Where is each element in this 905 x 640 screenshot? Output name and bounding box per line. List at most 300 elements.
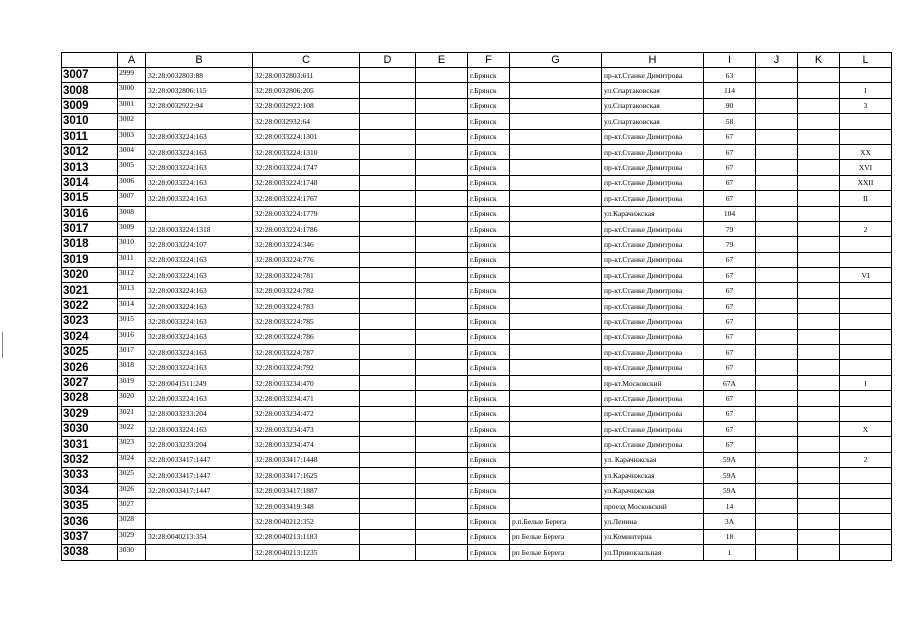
cell-d	[360, 114, 416, 129]
cell-g: рп Белые Берега	[510, 529, 602, 544]
cell-j	[756, 498, 798, 513]
cell-k	[798, 191, 840, 206]
cell-f: г.Брянск	[468, 206, 510, 221]
cell-f: г.Брянск	[468, 237, 510, 252]
cell-h: ул.Привокзальная	[602, 545, 704, 560]
row-number: 3025	[62, 345, 118, 360]
cell-a: 3024	[118, 452, 146, 467]
cell-i: 67	[704, 268, 756, 283]
cell-a: 3030	[118, 545, 146, 560]
cell-b: 32:28:0033224:163	[146, 283, 253, 298]
cell-f: г.Брянск	[468, 268, 510, 283]
cell-h: ул.Спартаковская	[602, 83, 704, 98]
table-row	[62, 314, 892, 329]
cell-f: г.Брянск	[468, 391, 510, 406]
cell-k	[798, 298, 840, 313]
cell-c: 32:28:0033417:1448	[253, 452, 360, 467]
cell-l	[840, 114, 892, 129]
cell-g	[510, 160, 602, 175]
table-row	[62, 375, 892, 390]
cell-i: 58	[704, 114, 756, 129]
cell-k	[798, 437, 840, 452]
cell-f: г.Брянск	[468, 498, 510, 513]
cell-f: г.Брянск	[468, 98, 510, 113]
cell-e	[416, 144, 468, 159]
cell-g: рп Белые Берега	[510, 545, 602, 560]
cell-l	[840, 529, 892, 544]
cell-b: 32:28:0033224:163	[146, 144, 253, 159]
cell-j	[756, 391, 798, 406]
cell-d	[360, 144, 416, 159]
cell-j	[756, 514, 798, 529]
cell-e	[416, 237, 468, 252]
column-header: F	[468, 53, 510, 68]
cell-b: 32:28:0033224:163	[146, 268, 253, 283]
cell-i: 67	[704, 252, 756, 267]
cell-c: 32:28:0033224:1310	[253, 144, 360, 159]
cell-k	[798, 406, 840, 421]
cell-k	[798, 221, 840, 236]
cell-d	[360, 329, 416, 344]
cell-d	[360, 452, 416, 467]
cell-b: 32:28:0040213:354	[146, 529, 253, 544]
cell-c: 32:28:0033224:1747	[253, 160, 360, 175]
cell-g	[510, 175, 602, 190]
cell-j	[756, 483, 798, 498]
cell-i: 67	[704, 314, 756, 329]
row-number: 3038	[62, 545, 118, 560]
cell-f: г.Брянск	[468, 483, 510, 498]
cell-a: 3026	[118, 483, 146, 498]
cell-i: 59А	[704, 483, 756, 498]
cell-j	[756, 360, 798, 375]
cell-g	[510, 191, 602, 206]
cell-i: 67	[704, 160, 756, 175]
cell-k	[798, 68, 840, 83]
cell-j	[756, 98, 798, 113]
cell-b: 32:28:0033224:163	[146, 329, 253, 344]
cell-l	[840, 437, 892, 452]
cell-f: г.Брянск	[468, 160, 510, 175]
cell-l	[840, 498, 892, 513]
cell-f: г.Брянск	[468, 298, 510, 313]
cell-c: 32:28:0033224:785	[253, 314, 360, 329]
cell-a: 3010	[118, 237, 146, 252]
cell-i: 90	[704, 98, 756, 113]
cell-j	[756, 175, 798, 190]
cell-j	[756, 114, 798, 129]
cell-b: 32:28:0033417:1447	[146, 452, 253, 467]
cell-c: 32:28:0033224:1786	[253, 221, 360, 236]
row-number: 3009	[62, 98, 118, 113]
cell-h: пр-кт.Станке Димитрова	[602, 175, 704, 190]
row-number: 3029	[62, 406, 118, 421]
cell-c: 32:28:0032932:64	[253, 114, 360, 129]
cell-b: 32:28:0033224:1318	[146, 221, 253, 236]
cell-d	[360, 406, 416, 421]
cell-b: 32:28:0033224:107	[146, 237, 253, 252]
cell-c: 32:28:0033224:776	[253, 252, 360, 267]
cell-j	[756, 129, 798, 144]
cell-h: пр-кт.Станке Димитрова	[602, 360, 704, 375]
cell-l: 3	[840, 98, 892, 113]
cell-b: 32:28:0033224:163	[146, 191, 253, 206]
cell-g	[510, 252, 602, 267]
cell-d	[360, 68, 416, 83]
cell-b: 32:28:0033224:163	[146, 175, 253, 190]
row-number: 3018	[62, 237, 118, 252]
table-row	[62, 206, 892, 221]
cell-c: 32:28:0033224:1748	[253, 175, 360, 190]
cell-i: 67	[704, 175, 756, 190]
cell-i: 67	[704, 345, 756, 360]
cell-g	[510, 114, 602, 129]
cell-i: 14	[704, 498, 756, 513]
cell-f: г.Брянск	[468, 452, 510, 467]
cell-d	[360, 391, 416, 406]
cell-e	[416, 314, 468, 329]
cell-j	[756, 437, 798, 452]
cell-a: 3005	[118, 160, 146, 175]
cell-c: 32:28:0040213:1235	[253, 545, 360, 560]
cell-l: II	[840, 191, 892, 206]
column-header: D	[360, 53, 416, 68]
cell-l	[840, 406, 892, 421]
cell-f: г.Брянск	[468, 468, 510, 483]
cell-l	[840, 360, 892, 375]
cell-k	[798, 268, 840, 283]
cell-j	[756, 160, 798, 175]
cell-h: ул.Ленина	[602, 514, 704, 529]
cell-k	[798, 206, 840, 221]
cell-b	[146, 114, 253, 129]
table-row	[62, 175, 892, 190]
cell-d	[360, 175, 416, 190]
cell-a: 3004	[118, 144, 146, 159]
column-header: J	[756, 53, 798, 68]
table-row	[62, 545, 892, 560]
cell-l: X	[840, 421, 892, 436]
cell-b	[146, 206, 253, 221]
cell-e	[416, 160, 468, 175]
cell-e	[416, 406, 468, 421]
cell-k	[798, 129, 840, 144]
cell-j	[756, 529, 798, 544]
cell-i: 18	[704, 529, 756, 544]
cell-i: 63	[704, 68, 756, 83]
cell-f: г.Брянск	[468, 252, 510, 267]
row-number: 3020	[62, 268, 118, 283]
cell-k	[798, 160, 840, 175]
cell-e	[416, 68, 468, 83]
cell-f: г.Брянск	[468, 314, 510, 329]
cell-k	[798, 498, 840, 513]
cell-j	[756, 452, 798, 467]
cell-g	[510, 298, 602, 313]
cell-b: 32:28:0033224:163	[146, 421, 253, 436]
cell-e	[416, 514, 468, 529]
cell-d	[360, 98, 416, 113]
cell-a: 3013	[118, 283, 146, 298]
cell-k	[798, 283, 840, 298]
cell-g	[510, 237, 602, 252]
cell-h: пр-кт.Станке Димитрова	[602, 221, 704, 236]
cell-h: пр-кт.Станке Димитрова	[602, 329, 704, 344]
cell-k	[798, 468, 840, 483]
cell-c: 32:28:0032806:205	[253, 83, 360, 98]
cell-g	[510, 68, 602, 83]
cell-g	[510, 329, 602, 344]
cell-j	[756, 421, 798, 436]
cell-e	[416, 206, 468, 221]
cell-l: 2	[840, 221, 892, 236]
cell-i: 79	[704, 221, 756, 236]
cell-b: 32:28:0033417:1447	[146, 468, 253, 483]
cell-k	[798, 360, 840, 375]
cell-j	[756, 375, 798, 390]
table-row	[62, 129, 892, 144]
cell-i: 114	[704, 83, 756, 98]
cell-l	[840, 283, 892, 298]
cell-h: пр-кт.Станке Димитрова	[602, 406, 704, 421]
table-row	[62, 452, 892, 467]
cell-l: I	[840, 83, 892, 98]
cell-g	[510, 468, 602, 483]
cell-d	[360, 298, 416, 313]
cell-h: пр-кт.Станке Димитрова	[602, 191, 704, 206]
cell-h: пр-кт.Станке Димитрова	[602, 437, 704, 452]
cell-i: 104	[704, 206, 756, 221]
cell-c: 32:28:0033417:1887	[253, 483, 360, 498]
cell-k	[798, 329, 840, 344]
cell-f: г.Брянск	[468, 421, 510, 436]
cell-f: г.Брянск	[468, 191, 510, 206]
column-header: L	[840, 53, 892, 68]
cell-b	[146, 514, 253, 529]
row-number: 3036	[62, 514, 118, 529]
cell-j	[756, 345, 798, 360]
cell-k	[798, 421, 840, 436]
table-row	[62, 191, 892, 206]
cell-j	[756, 545, 798, 560]
table-row	[62, 268, 892, 283]
cell-a: 3011	[118, 252, 146, 267]
cell-f: г.Брянск	[468, 529, 510, 544]
table-row	[62, 114, 892, 129]
row-number: 3011	[62, 129, 118, 144]
cell-e	[416, 483, 468, 498]
cell-b: 32:28:0033224:163	[146, 298, 253, 313]
cell-l	[840, 237, 892, 252]
table-row	[62, 421, 892, 436]
row-number: 3012	[62, 144, 118, 159]
row-number: 3026	[62, 360, 118, 375]
cell-g	[510, 83, 602, 98]
spreadsheet-table	[61, 52, 892, 561]
cell-l	[840, 468, 892, 483]
cell-d	[360, 545, 416, 560]
cell-g	[510, 406, 602, 421]
row-number: 3023	[62, 314, 118, 329]
cell-a: 3018	[118, 360, 146, 375]
cell-i: 67А	[704, 375, 756, 390]
cell-g	[510, 314, 602, 329]
cell-d	[360, 160, 416, 175]
row-number: 3030	[62, 421, 118, 436]
cell-a: 3022	[118, 421, 146, 436]
cell-i: 67	[704, 437, 756, 452]
cell-c: 32:28:0033224:787	[253, 345, 360, 360]
column-header: K	[798, 53, 840, 68]
row-number: 3032	[62, 452, 118, 467]
cell-f: г.Брянск	[468, 375, 510, 390]
cell-k	[798, 345, 840, 360]
cell-c: 32:28:0033224:1779	[253, 206, 360, 221]
cell-f: г.Брянск	[468, 144, 510, 159]
cell-f: г.Брянск	[468, 545, 510, 560]
table-row	[62, 160, 892, 175]
cell-l	[840, 314, 892, 329]
cell-h: проезд Московский	[602, 498, 704, 513]
cell-b: 32:28:0041511:249	[146, 375, 253, 390]
row-number: 3022	[62, 298, 118, 313]
cell-l: XVI	[840, 160, 892, 175]
cell-k	[798, 391, 840, 406]
cell-j	[756, 298, 798, 313]
cell-l: VI	[840, 268, 892, 283]
cell-l	[840, 345, 892, 360]
cell-a: 3028	[118, 514, 146, 529]
cell-l	[840, 391, 892, 406]
cell-c: 32:28:0033419:348	[253, 498, 360, 513]
cell-k	[798, 452, 840, 467]
cell-i: 67	[704, 298, 756, 313]
cell-l	[840, 545, 892, 560]
cell-c: 32:28:0033234:471	[253, 391, 360, 406]
cell-c: 32:28:0033224:346	[253, 237, 360, 252]
cell-g	[510, 129, 602, 144]
cell-g	[510, 144, 602, 159]
cell-l	[840, 514, 892, 529]
table-row	[62, 252, 892, 267]
table-row	[62, 360, 892, 375]
cell-d	[360, 498, 416, 513]
cell-j	[756, 237, 798, 252]
cell-k	[798, 144, 840, 159]
cell-f: г.Брянск	[468, 283, 510, 298]
cell-h: пр-кт.Станке Димитрова	[602, 268, 704, 283]
cell-i: 67	[704, 421, 756, 436]
cell-d	[360, 345, 416, 360]
cell-f: г.Брянск	[468, 175, 510, 190]
cell-d	[360, 283, 416, 298]
cell-k	[798, 98, 840, 113]
cell-h: пр-кт.Станке Димитрова	[602, 237, 704, 252]
cell-b: 32:28:0033233:204	[146, 406, 253, 421]
cell-h: пр-кт.Станке Димитрова	[602, 298, 704, 313]
table-row	[62, 406, 892, 421]
cell-j	[756, 283, 798, 298]
row-number: 3024	[62, 329, 118, 344]
table-row	[62, 345, 892, 360]
cell-c: 32:28:0033224:782	[253, 283, 360, 298]
cell-e	[416, 114, 468, 129]
table-row	[62, 237, 892, 252]
cell-e	[416, 391, 468, 406]
cell-h: пр-кт.Станке Димитрова	[602, 391, 704, 406]
row-number: 3017	[62, 221, 118, 236]
cell-j	[756, 406, 798, 421]
cell-c: 32:28:0033224:783	[253, 298, 360, 313]
column-header: A	[118, 53, 146, 68]
cell-d	[360, 314, 416, 329]
cell-d	[360, 83, 416, 98]
cell-k	[798, 114, 840, 129]
cell-b: 32:28:0032922:94	[146, 98, 253, 113]
cell-l	[840, 252, 892, 267]
row-number: 3031	[62, 437, 118, 452]
cell-b	[146, 545, 253, 560]
cell-b: 32:28:0033224:163	[146, 345, 253, 360]
table-row	[62, 329, 892, 344]
cell-k	[798, 545, 840, 560]
cell-a: 3025	[118, 468, 146, 483]
cell-h: пр-кт.Станке Димитрова	[602, 421, 704, 436]
cell-l: XXII	[840, 175, 892, 190]
cell-a: 3021	[118, 406, 146, 421]
cell-a: 3029	[118, 529, 146, 544]
cell-g	[510, 483, 602, 498]
cell-k	[798, 514, 840, 529]
column-header: H	[602, 53, 704, 68]
cell-g	[510, 268, 602, 283]
row-number: 3037	[62, 529, 118, 544]
cell-c: 32:28:0033234:470	[253, 375, 360, 390]
cell-i: 67	[704, 360, 756, 375]
cell-i: 67	[704, 283, 756, 298]
column-header: B	[146, 53, 253, 68]
cell-c: 32:28:0033224:781	[253, 268, 360, 283]
cell-c: 32:28:0033224:792	[253, 360, 360, 375]
cell-e	[416, 360, 468, 375]
cell-c: 32:28:0032922:108	[253, 98, 360, 113]
cell-e	[416, 129, 468, 144]
cell-f: г.Брянск	[468, 114, 510, 129]
cell-h: ул.Спартаковская	[602, 98, 704, 113]
cell-b: 32:28:0032806:115	[146, 83, 253, 98]
cell-e	[416, 529, 468, 544]
cell-d	[360, 252, 416, 267]
cell-h: ул.Карачижская	[602, 206, 704, 221]
row-number: 3015	[62, 191, 118, 206]
cell-a: 3019	[118, 375, 146, 390]
row-number: 3028	[62, 391, 118, 406]
cell-k	[798, 175, 840, 190]
cell-h: пр-кт.Станке Димитрова	[602, 283, 704, 298]
table-row	[62, 83, 892, 98]
cell-i: 67	[704, 191, 756, 206]
cell-e	[416, 375, 468, 390]
cell-e	[416, 345, 468, 360]
cell-b: 32:28:0033224:163	[146, 360, 253, 375]
cell-a: 3009	[118, 221, 146, 236]
table-row	[62, 283, 892, 298]
cell-a: 3006	[118, 175, 146, 190]
cell-f: г.Брянск	[468, 329, 510, 344]
cell-l: I	[840, 375, 892, 390]
cell-c: 32:28:0033224:1301	[253, 129, 360, 144]
cell-e	[416, 252, 468, 267]
